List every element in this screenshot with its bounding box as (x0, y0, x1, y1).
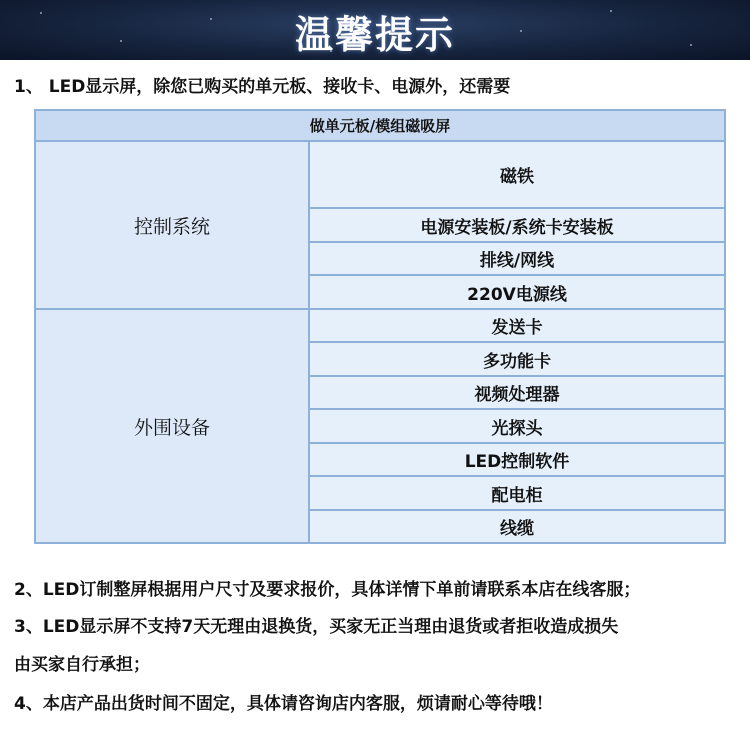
table-cell: 光探头 (309, 409, 725, 443)
note-2: 2、LED订制整屏根据用户尺寸及要求报价，具体详情下单前请联系本店在线客服； (14, 580, 641, 600)
table-cell: 线缆 (309, 510, 725, 543)
note-3-continued: 由买家自行承担； (14, 655, 150, 675)
table-cell: 视频处理器 (309, 376, 725, 409)
note-1: 1、 LED显示屏，除您已购买的单元板、接收卡、电源外，还需要 (14, 77, 511, 97)
items-table (34, 109, 726, 544)
table-cell: 配电柜 (309, 476, 725, 510)
title-banner (0, 0, 750, 60)
group-control-system: 控制系统 (35, 141, 309, 309)
page-title: 温馨提示 (294, 13, 455, 57)
table-cell: 220V电源线 (309, 275, 725, 309)
table-cell: 磁铁 (309, 141, 725, 208)
table-cell: 多功能卡 (309, 342, 725, 376)
table-cell: 发送卡 (309, 309, 725, 342)
table-cell: 电源安装板/系统卡安装板 (309, 208, 725, 242)
group-peripheral-devices: 外围设备 (35, 309, 309, 543)
table-cell: LED控制软件 (309, 443, 725, 476)
table-cell: 排线/网线 (309, 242, 725, 275)
note-4: 4、本店产品出货时间不固定，具体请咨询店内客服，烦请耐心等待哦！ (14, 694, 553, 714)
note-3: 3、LED显示屏不支持7天无理由退换货，买家无正当理由退货或者拒收造成损失 (14, 617, 619, 637)
table-header: 做单元板/模组磁吸屏 (35, 110, 725, 141)
